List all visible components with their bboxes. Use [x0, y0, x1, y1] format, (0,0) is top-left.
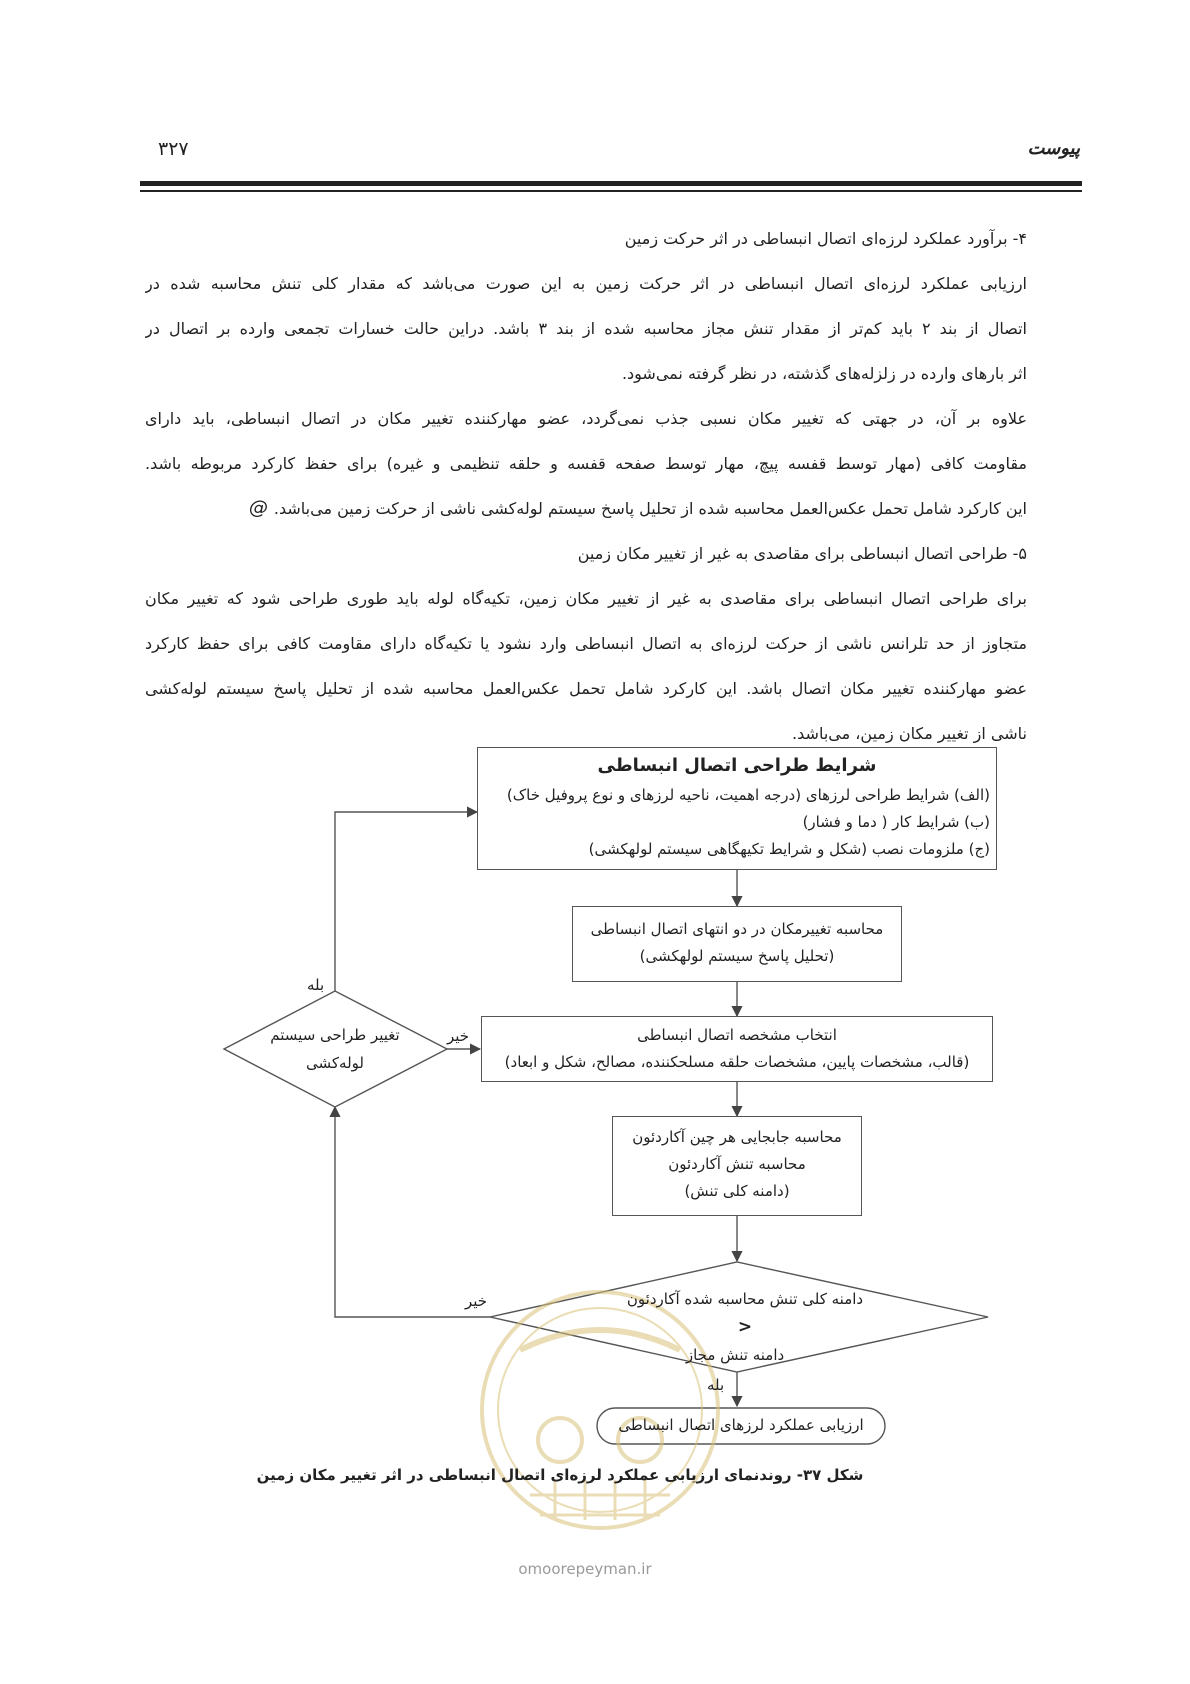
yes-label-main: بله: [707, 1376, 725, 1394]
body-line: علاوه بر آن، در جهتی که تغییر مکان نسبی جذب نمی‌گردد، عضو مهارکننده تغییر مکان در اتصال انبساطی، باید دارای: [145, 409, 1027, 428]
condition-line: (ب) شرایط کار ( دما و فشار): [802, 813, 990, 831]
decision-line: لوله‌کشی: [306, 1054, 364, 1072]
header-rule-thick: [140, 181, 1082, 186]
decision-main-text: [600, 1285, 890, 1369]
bellows-calc-box: [612, 1116, 862, 1216]
body-line: اتصال از بند ۲ باید کم‌تر از مقدار تنش مجاز محاسبه شده از بند ۳ باشد. دراین حالت خسارات تجمعی وارده بر اتصال در: [145, 319, 1027, 338]
decision-line: دامنه کلی تنش محاسبه شده آکاردئون: [626, 1290, 864, 1308]
decision-line: تغییر طراحی سیستم: [270, 1026, 400, 1044]
heading-section-5: ۵- طراحی اتصال انبساطی برای مقاصدی به غیر از تغییر مکان زمین: [577, 544, 1027, 563]
terminal-text: ارزیابی عملکرد لرزهای اتصال انبساطی: [618, 1416, 864, 1434]
body-line: عضو مهارکننده تغییر مکان اتصال باشد. این کارکرد شامل تحمل عکس‌العمل محاسبه شده از تحلیل پاسخ سیستم لوله‌کشی: [145, 679, 1027, 698]
page-header: [140, 138, 1080, 166]
decision-side-text: [255, 1021, 415, 1077]
body-line-text: این کارکرد شامل تحمل عکس‌العمل محاسبه شده از تحلیل پاسخ سیستم لوله‌کشی ناشی از حرکت زمین می‌باشد.: [273, 499, 1027, 518]
design-conditions-title: شرایط طراحی اتصال انبساطی: [597, 755, 877, 776]
less-than-sign: <: [737, 1317, 753, 1337]
condition-line: (الف) شرایط طراحی لرزهای (درجه اهمیت، ناحیه لرزهای و نوع پروفیل خاک): [506, 786, 990, 804]
design-conditions-box: [477, 747, 997, 870]
box-line: محاسبه تغییرمکان در دو انتهای اتصال انبساطی: [590, 920, 884, 938]
body-line: متجاوز از حد تلرانس ناشی از حرکت لرزه‌ای به اتصال انبساطی وارد نشود یا تکیه‌گاه دارای مقاومت کافی برای حفظ کارکرد: [145, 634, 1027, 653]
page-number: ۳۲۷: [158, 138, 189, 160]
displacement-calc-box: [572, 906, 902, 982]
box-line: (دامنه کلی تنش): [684, 1182, 790, 1200]
body-text: [145, 216, 1027, 756]
no-label-main: خیر: [465, 1292, 488, 1310]
body-line: [145, 486, 1027, 531]
box-line: محاسبه تنش آکاردئون: [668, 1155, 806, 1173]
box-line: انتخاب مشخصه اتصال انبساطی: [637, 1026, 837, 1044]
box-line: (قالب، مشخصات پایین، مشخصات حلقه مسلحکننده، مصالح، شکل و ابعاد): [504, 1053, 970, 1071]
figure-caption: شکل ۳۷- روندنمای ارزیابی عملکرد لرزه‌ای اتصال انبساطی در اثر تغییر مکان زمین: [256, 1466, 864, 1484]
body-line: ارزیابی عملکرد لرزه‌ای اتصال انبساطی در اثر حرکت زمین به این صورت می‌باشد که مقدار کلی تنش محاسبه شده در: [145, 274, 1027, 293]
body-line: مقاومت کافی (مهار توسط قفسه پیچ، مهار توسط صفحه قفسه و حلقه تنظیمی و غیره) برای حفظ کارکرد مربوطه باشد.: [145, 454, 1027, 473]
at-symbol: @: [248, 497, 268, 519]
running-title: پیوست: [1027, 138, 1080, 159]
arrow-yes-to-conditions: [335, 812, 477, 1014]
header-rule-thin: [140, 190, 1082, 192]
condition-line: (ج) ملزومات نصب (شکل و شرایط تکیهگاهی سیستم لولهکشی): [588, 840, 990, 858]
decision-line: دامنه تنش مجاز: [685, 1346, 785, 1364]
yes-label-top: بله: [307, 976, 325, 994]
no-label-side: خیر: [447, 1027, 470, 1045]
body-line: برای طراحی اتصال انبساطی برای مقاصدی به غیر از تغییر مکان زمین، تکیه‌گاه لوله باید طوری طراحی شود که تغییر مکان: [145, 589, 1027, 608]
watermark-url: omoorepeyman.ir: [518, 1560, 652, 1578]
heading-section-4: ۴- برآورد عملکرد لرزه‌ای اتصال انبساطی در اثر حرکت زمین: [624, 229, 1027, 248]
joint-selection-box: [481, 1016, 993, 1082]
box-line: (تحلیل پاسخ سیستم لولهکشی): [639, 947, 835, 965]
body-line: ناشی از تغییر مکان زمین، می‌باشد.: [792, 724, 1027, 743]
box-line: محاسبه جابجایی هر چین آکاردئون: [632, 1128, 842, 1146]
body-line: اثر بارهای وارده در زلزله‌های گذشته، در نظر گرفته نمی‌شود.: [621, 364, 1027, 383]
